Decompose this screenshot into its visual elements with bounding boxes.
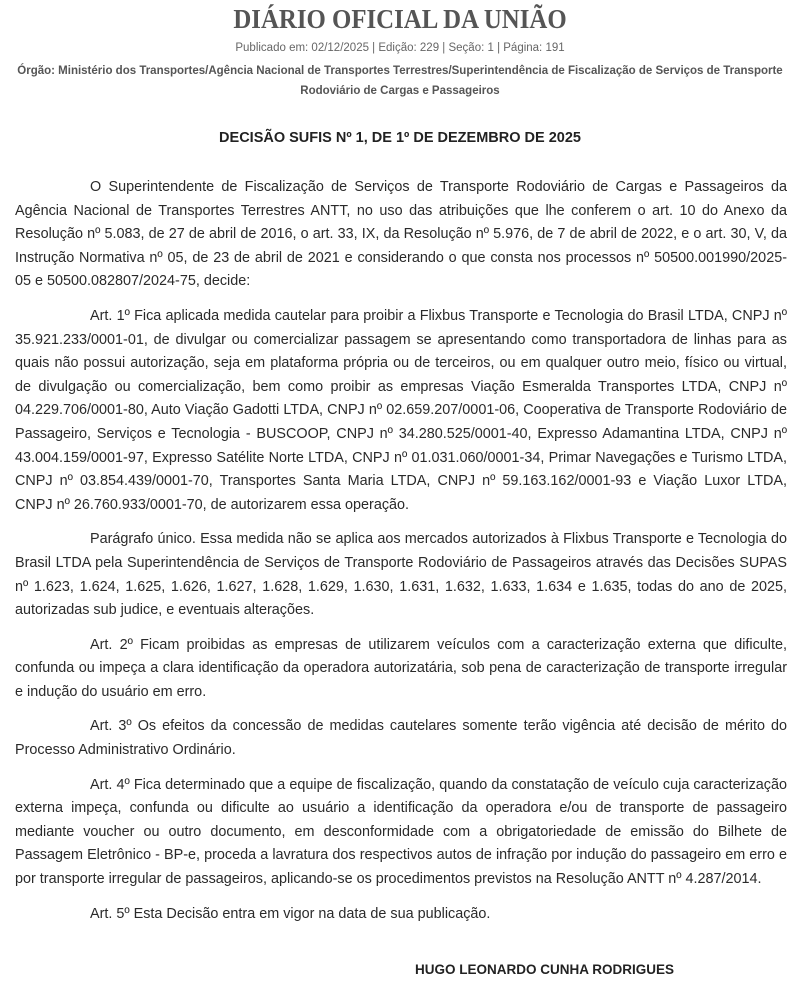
article-5-paragraph: Art. 5º Esta Decisão entra em vigor na data de sua publicação. bbox=[90, 905, 491, 922]
signature-name: HUGO LEONARDO CUNHA RODRIGUES bbox=[415, 962, 675, 977]
preamble-paragraph: O Superintendente de Fiscalização de Serviços de Transporte Rodoviário de Cargas e Passageiros da Agência Nacional de Transportes Terrestres ANTT, no uso das atribuições que lhe conferem o art. 10 do Anexo da Resolução nº 5.083, de 27 de abril de 2016, o art. 33, IX, da Resolução nº 5.976, de 7 de abril de 2022, e o art. 30, V, da Instrução Normativa nº 05, de 23 de abril de 2021 e considerando o que consta nos processos nº 50500.001990/2025-05 e 50500.082807/2024-75, decide: bbox=[15, 179, 787, 290]
article-4-paragraph: Art. 4º Fica determinado que a equipe de fiscalização, quando da constatação de veículo cuja caracterização externa impeça, confunda ou dificulte ao usuário a identificação da operadora e/ou de transporte de passageiro mediante voucher ou outro documento, em desconformidade com a obrigatoriedade de emissão do Bilhete de Passagem Eletrônico - BP-e, proceda a lavratura dos respectivos autos de infração por indução do passageiro em erro e por transporte irregular de passageiros, aplicando-se os procedimentos previstos na Resolução ANTT nº 4.287/2014. bbox=[15, 776, 787, 888]
article-1-paragraph: Art. 1º Fica aplicada medida cautelar para proibir a Flixbus Transporte e Tecnologia do Brasil LTDA, CNPJ nº 35.921.233/0001-01, de divulgar ou comercializar passagem se apresentando como transportadora de linhas para as quais não possui autorização, seja em plataforma própria ou de terceiros, ou em qualquer outro meio, físico ou virtual, de divulgação ou comercialização, bem como proibir as empresas Viação Esmeralda Transportes LTDA, CNPJ nº 04.229.706/0001-80, Auto Viação Gadotti LTDA, CNPJ nº 02.659.207/0001-06, Cooperativa de Transporte Rodoviário de Passageiro, Serviços e Tecnologia - BUSCOOP, CNPJ nº 34.280.525/0001-40, Expresso Adamantina LTDA, CNPJ nº 43.004.159/0001-97, Expresso Satélite Norte LTDA, CNPJ nº 01.031.060/0001-34, Primar Navegações e Turismo LTDA, CNPJ nº 03.854.439/0001-70, Transportes Santa Maria LTDA, CNPJ nº 59.163.162/0001-93 e Viação Luxor LTDA, CNPJ nº 26.760.933/0001-70, de autorizarem essa operação. bbox=[15, 307, 787, 513]
article-2-paragraph: Art. 2º Ficam proibidas as empresas de utilizarem veículos com a caracterização externa que dificulte, confunda ou impeça a clara identificação da operadora autorizatária, sob pena de caracterização de transporte irregular e indução do usuário em erro. bbox=[15, 636, 787, 700]
document-body bbox=[15, 176, 787, 926]
orgao-line: Órgão: Ministério dos Transportes/Agência Nacional de Transportes Terrestres/Superintendência de Fiscalização de Serviços de Transporte Rodoviário de Cargas e Passageiros bbox=[17, 65, 783, 97]
sole-paragraph: Parágrafo único. Essa medida não se aplica aos mercados autorizados à Flixbus Transporte e Tecnologia do Brasil LTDA pela Superintendência de Serviços de Transporte Rodoviário de Passageiros através das Decisões SUPAS nº 1.623, 1.624, 1.625, 1.626, 1.627, 1.628, 1.629, 1.630, 1.631, 1.632, 1.633, 1.634 e 1.635, todas do ano de 2025, autorizadas sub judice, e eventuais alterações. bbox=[15, 531, 787, 619]
article-3-paragraph: Art. 3º Os efeitos da concessão de medidas cautelares somente terão vigência até decisão de mérito do Processo Administrativo Ordinário. bbox=[15, 718, 787, 759]
publication-info: Publicado em: 02/12/2025 | Edição: 229 | Seção: 1 | Página: 191 bbox=[235, 42, 565, 54]
masthead-title: DIÁRIO OFICIAL DA UNIÃO bbox=[233, 4, 567, 34]
page-header bbox=[0, 0, 800, 101]
document-title: DECISÃO SUFIS Nº 1, DE 1º DE DEZEMBRO DE 2025 bbox=[219, 130, 581, 146]
